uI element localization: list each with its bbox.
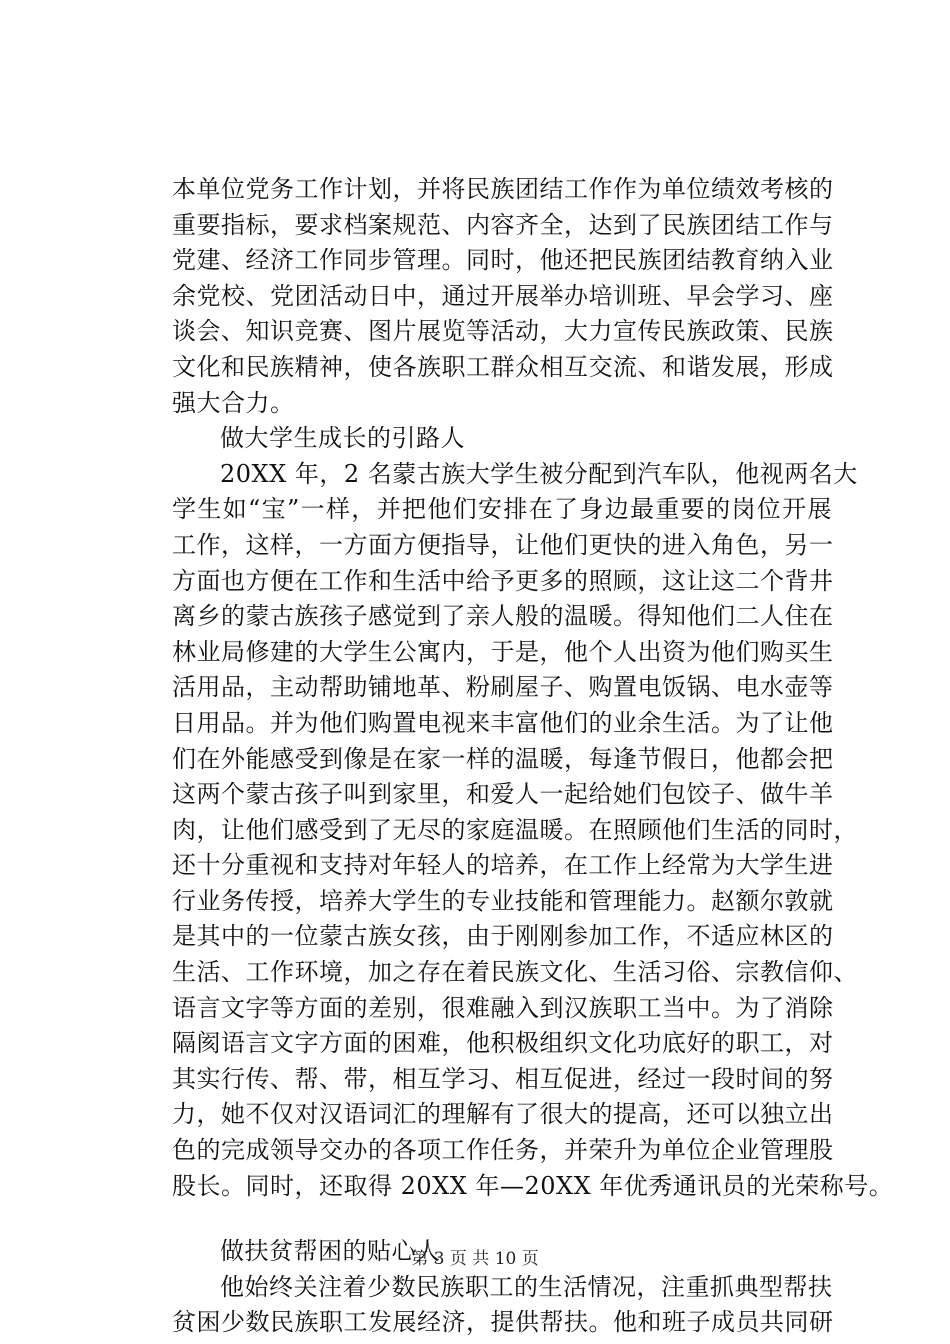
text-line: 工作，这样，一方面方便指导，让他们更快的进入角色，另一 xyxy=(172,530,834,559)
paragraph-spacer xyxy=(172,1204,832,1234)
text-line: 们在外能感受到像是在家一样的温暖，每逢节假日，他都会把 xyxy=(172,744,834,773)
text-line: 20XX 年，2 名蒙古族大学生被分配到汽车队，他视两名大 xyxy=(220,459,858,488)
text-line: 这两个蒙古孩子叫到家里，和爱人一起给她们包饺子、做牛羊 xyxy=(172,780,834,809)
text-line: 强大合力。 xyxy=(172,388,295,417)
text-line: 语言文字等方面的差别，很难融入到汉族职工当中。为了消除 xyxy=(172,993,834,1022)
text-line: 色的完成领导交办的各项工作任务，并荣升为单位企业管理股 xyxy=(172,1136,834,1165)
text-line: 行业务传授，培养大学生的专业技能和管理能力。赵额尔敦就 xyxy=(172,886,834,915)
text-line: 生活、工作环境，加之存在着民族文化、生活习俗、宗教信仰、 xyxy=(172,958,858,987)
text-line: 谈会、知识竞赛、图片展览等活动，大力宣传民族政策、民族 xyxy=(172,317,834,346)
section-heading-student-guide: 做大学生成长的引路人 xyxy=(220,424,465,453)
paragraph-party-work xyxy=(172,172,832,421)
text-line: 贫困少数民族职工发展经济，提供帮扶。他和班子成员共同研 xyxy=(172,1308,834,1337)
text-line: 本单位党务工作计划，并将民族团结工作作为单位绩效考核的 xyxy=(172,175,834,203)
text-line: 文化和民族精神，使各族职工群众相互交流、和谐发展，形成 xyxy=(172,352,834,381)
section-heading-poverty-relief: 做扶贫帮困的贴心人 xyxy=(220,1237,441,1266)
text-line: 林业局修建的大学生公寓内，于是，他个人出资为他们购买生 xyxy=(172,637,834,666)
text-line: 其实行传、帮、带，相互学习、相互促进，经过一段时间的努 xyxy=(172,1064,834,1093)
text-line: 他始终关注着少数民族职工的生活情况，注重抓典型帮扶 xyxy=(220,1272,833,1301)
page-number-footer: 第 3 页 共 10 页 xyxy=(411,1249,539,1269)
text-line: 党建、经济工作同步管理。同时，他还把民族团结教育纳入业 xyxy=(172,246,834,275)
text-line: 还十分重视和支持对年轻人的培养，在工作上经常为大学生进 xyxy=(172,851,834,880)
text-line: 方面也方便在工作和生活中给予更多的照顾，这让这二个背井 xyxy=(172,566,834,595)
text-line: 日用品。并为他们购置电视来丰富他们的业余生活。为了让他 xyxy=(172,708,834,737)
text-line: 活用品，主动帮助铺地革、粉刷屋子、购置电饭锅、电水壶等 xyxy=(172,673,834,702)
text-line: 力，她不仅对汉语词汇的理解有了很大的提高，还可以独立出 xyxy=(172,1100,834,1129)
paragraph-poverty-relief xyxy=(172,1270,832,1341)
text-line: 重要指标，要求档案规范、内容齐全，达到了民族团结工作与 xyxy=(172,210,834,239)
text-line: 股长。同时，还取得 20XX 年—20XX 年优秀通讯员的光荣称号。 xyxy=(172,1171,894,1200)
text-line: 学生如“宝”一样，并把他们安排在了身边最重要的岗位开展 xyxy=(172,495,832,524)
text-line: 余党校、党团活动日中，通过开展举办培训班、早会学习、座 xyxy=(172,281,834,310)
document-body xyxy=(172,172,894,1341)
text-line: 肉，让他们感受到了无尽的家庭温暖。在照顾他们生活的同时， xyxy=(172,815,858,844)
paragraph-students xyxy=(172,457,894,1204)
text-line: 隔阂语言文字方面的困难，他积极组织文化功底好的职工，对 xyxy=(172,1029,834,1058)
text-line: 离乡的蒙古族孩子感觉到了亲人般的温暖。得知他们二人住在 xyxy=(172,602,834,631)
text-line: 是其中的一位蒙古族女孩，由于刚刚参加工作，不适应林区的 xyxy=(172,922,834,951)
